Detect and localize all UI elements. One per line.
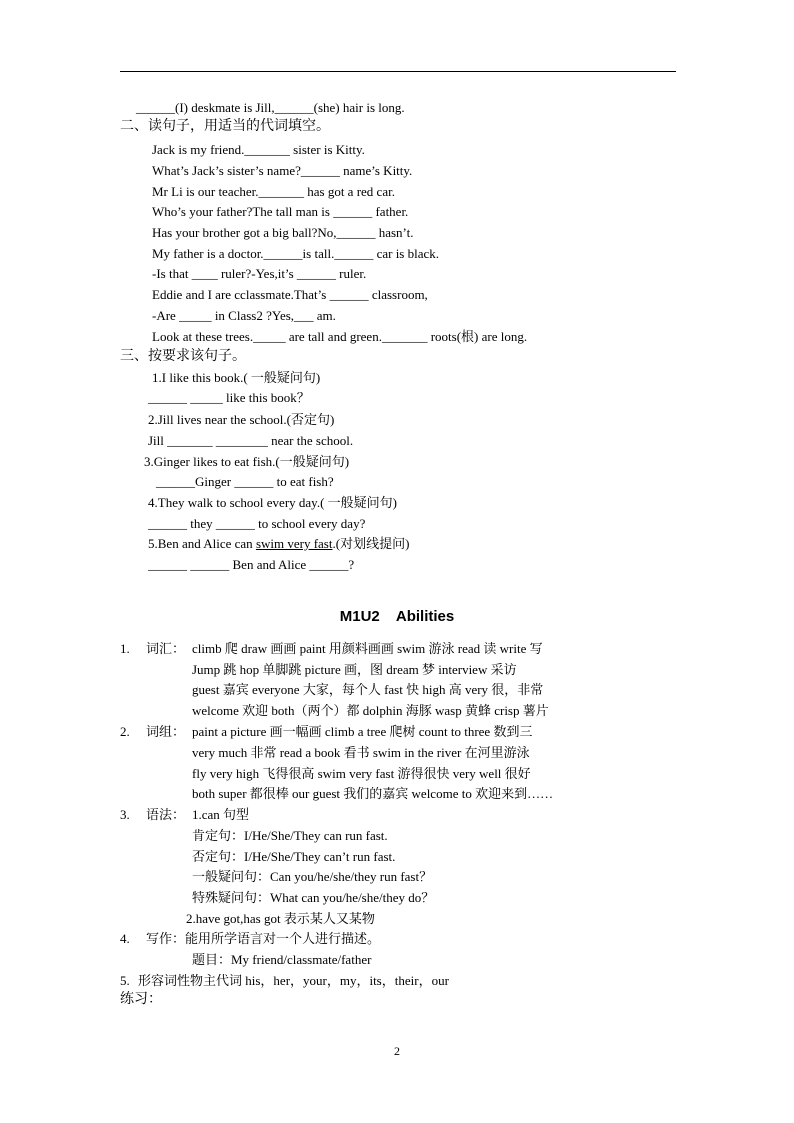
section3-item: ______Ginger ______ to eat fish? — [156, 474, 334, 489]
section3-item: ______ they ______ to school every day? — [148, 516, 366, 531]
grammar-line: 2.have got,has got 表示某人又某物 — [186, 911, 375, 926]
top-line: ______(I) deskmate is Jill,______(she) hair is long. — [136, 100, 405, 115]
pronoun-line: 形容词性物主代词 his，her，your，my，its，their，our — [138, 973, 449, 988]
phrase-line: fly very high 飞得很高 swim very fast 游得很快 very well 很好 — [192, 766, 531, 781]
outline-number: 2. — [120, 724, 130, 739]
section3-item: ______ ______ Ben and Alice ______? — [148, 557, 355, 572]
section3-item: 4.They walk to school every day.( 一般疑问句) — [148, 495, 397, 510]
section2-item: -Is that ____ ruler?-Yes,it’s ______ ruler. — [152, 266, 367, 281]
section2-item: Look at these trees._____ are tall and green._______ roots(根) are long. — [152, 329, 528, 344]
section3-item: Jill _______ ________ near the school. — [148, 433, 354, 448]
section3-item: ______ _____ like this book？ — [148, 390, 310, 405]
header-rule — [120, 71, 676, 72]
section2-item: Eddie and I are cclassmate.That’s ______ classroom, — [152, 287, 428, 302]
phrase-line: very much 非常 read a book 看书 swim in the river 在河里游泳 — [192, 745, 530, 760]
section3-item: 1.I like this book.( 一般疑问句) — [152, 370, 321, 385]
unit-title: M1U2 Abilities — [339, 608, 455, 625]
outline-number: 1. — [120, 641, 130, 656]
underlined-phrase: swim very fast — [255, 536, 333, 551]
outline-number: 3. — [120, 807, 130, 822]
phrase-line: both super 都很棒 our guest 我们的嘉宾 welcome to 欢迎来到…… — [192, 786, 554, 801]
vocab-line: Jump 跳 hop 单脚跳 picture 画，图 dream 梦 interview 采访 — [192, 662, 517, 677]
practice-label: 练习： — [120, 992, 162, 1007]
section2-item: -Are _____ in Class2 ?Yes,___ am. — [152, 308, 336, 323]
section3-item-5-end: .(对划线提问) — [332, 536, 410, 551]
section2-heading: 二、读句子，用适当的代词填空。 — [120, 119, 330, 134]
vocab-line: climb 爬 draw 画画 paint 用颜料画画 swim 游泳 read 读 write 写 — [192, 641, 543, 656]
section3-item-5 — [148, 536, 409, 552]
outline-number: 4. — [120, 931, 130, 946]
section2-item: What’s Jack’s sister’s name?______ name’s Kitty. — [152, 163, 413, 178]
grammar-line: 1.can 句型 — [192, 807, 250, 822]
section2-item: Who’s your father?The tall man is ______ father. — [152, 204, 409, 219]
section3-item: 2.Jill lives near the school.(否定句) — [148, 412, 335, 427]
phrase-line: paint a picture 画一幅画 climb a tree 爬树 count to three 数到三 — [192, 724, 533, 739]
section2-item: My father is a doctor.______is tall.______ car is black. — [152, 246, 440, 261]
section3-item: 3.Ginger likes to eat fish.(一般疑问句) — [144, 454, 350, 469]
grammar-label: 语法： — [146, 807, 186, 822]
phrase-label: 词组： — [146, 724, 186, 739]
grammar-line: 一般疑问句：Can you/he/she/they run fast？ — [192, 869, 433, 884]
section2-item: Has your brother got a big ball?No,______ hasn’t. — [152, 225, 414, 240]
vocab-label: 词汇： — [146, 641, 186, 656]
page-number: 2 — [394, 1044, 400, 1058]
grammar-line: 特殊疑问句：What can you/he/she/they do？ — [192, 890, 435, 905]
section2-item: Mr Li is our teacher._______ has got a red car. — [152, 184, 395, 199]
grammar-line: 肯定句：I/He/She/They can run fast. — [192, 828, 388, 843]
section3-item-5-start: 5.Ben and Alice can — [148, 536, 256, 551]
vocab-line: welcome 欢迎 both（两个）都 dolphin 海豚 wasp 黄蜂 crisp 薯片 — [192, 703, 549, 718]
outline-number: 5. — [120, 973, 130, 988]
writing-label: 写作：能用所学语言对一个人进行描述。 — [146, 931, 381, 946]
section3-heading: 三、按要求该句子。 — [120, 349, 246, 364]
grammar-line: 否定句：I/He/She/They can’t run fast. — [192, 849, 396, 864]
vocab-line: guest 嘉宾 everyone 大家，每个人 fast 快 high 高 very 很，非常 — [192, 682, 544, 697]
section2-item: Jack is my friend._______ sister is Kitty. — [152, 142, 365, 157]
writing-topic: 题目：My friend/classmate/father — [192, 952, 372, 967]
